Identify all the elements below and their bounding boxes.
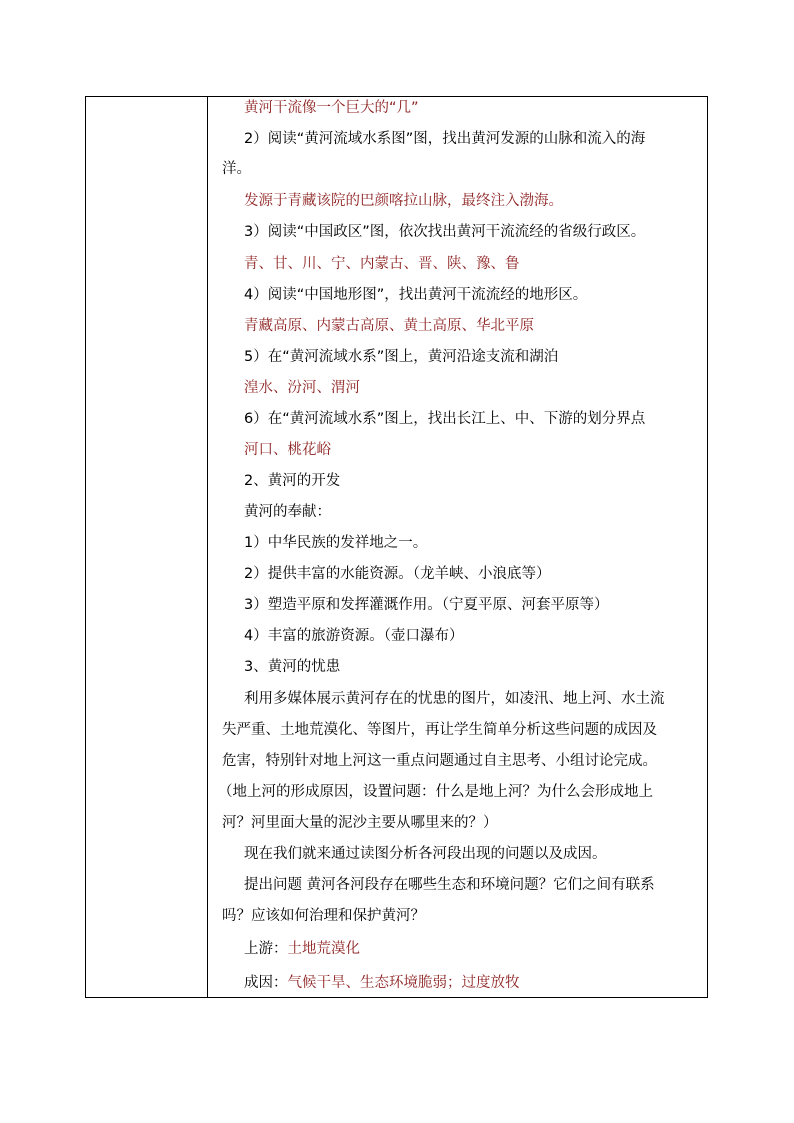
text-line: 失严重、土地荒漠化、等图片，再让学生简单分析这些问题的成因及 [222, 722, 657, 738]
upstream-label: 上游： [244, 941, 288, 957]
left-column-cell [86, 97, 208, 997]
upstream-line [244, 939, 360, 959]
text-line: 黄河干流像一个巨大的“几” [244, 100, 419, 116]
text-line: 4）丰富的旅游资源。（壶口瀑布） [244, 628, 464, 644]
cause-line [244, 973, 520, 993]
lesson-table [85, 96, 708, 998]
text-line: 青、甘、川、宁、内蒙古、晋、陕、豫、鲁 [244, 256, 520, 272]
text-line: 3）塑造平原和发挥灌溉作用。（宁夏平原、河套平原等） [244, 597, 609, 613]
text-line: （地上河的形成原因，设置问题：什么是地上河？为什么会形成地上 [218, 784, 653, 800]
text-line: 吗？应该如何治理和保护黄河？ [222, 908, 425, 924]
text-line: 6）在“黄河流域水系”图上，找出长江上、中、下游的划分界点 [244, 411, 646, 427]
text-line: 3）阅读“中国政区”图，依次找出黄河干流流经的省级行政区。 [244, 224, 646, 240]
cause-value: 气候干旱、生态环境脆弱；过度放牧 [287, 975, 520, 991]
text-line: 2）提供丰富的水能资源。（龙羊峡、小浪底等） [244, 566, 551, 582]
text-line: 利用多媒体展示黄河存在的忧患的图片，如凌汛、地上河、水土流 [244, 691, 665, 707]
content-cell [208, 97, 707, 997]
text-line: 河口、桃花峪 [244, 442, 331, 458]
text-line: 提出问题 黄河各河段存在哪些生态和环境问题？它们之间有联系 [244, 877, 655, 893]
text-line: 现在我们就来通过读图分析各河段出现的问题以及成因。 [244, 846, 607, 862]
text-line: 青藏高原、内蒙古高原、黄土高原、华北平原 [244, 318, 534, 334]
text-line: 危害，特别针对地上河这一重点问题通过自主思考、小组讨论完成。 [222, 753, 657, 769]
text-line: 5）在“黄河流域水系”图上，黄河沿途支流和湖泊 [244, 349, 559, 365]
text-line: 湟水、汾河、渭河 [244, 380, 360, 396]
text-line: 4）阅读“中国地形图”，找出黄河干流流经的地形区。 [244, 287, 588, 303]
text-line: 洋。 [222, 161, 251, 177]
text-line: 河？河里面大量的泥沙主要从哪里来的？） [222, 815, 498, 831]
cause-label: 成因： [244, 975, 288, 991]
text-line: 黄河的奉献： [244, 504, 331, 520]
upstream-value: 土地荒漠化 [287, 941, 360, 957]
text-line: 2）阅读“黄河流域水系图”图，找出黄河发源的山脉和流入的海 [244, 131, 646, 147]
text-line: 2、黄河的开发 [244, 473, 341, 489]
text-line: 1）中华民族的发祥地之一。 [244, 535, 428, 551]
text-line: 发源于青藏该院的巴颜喀拉山脉，最终注入渤海。 [244, 193, 563, 209]
text-line: 3、黄河的忧患 [244, 659, 341, 675]
